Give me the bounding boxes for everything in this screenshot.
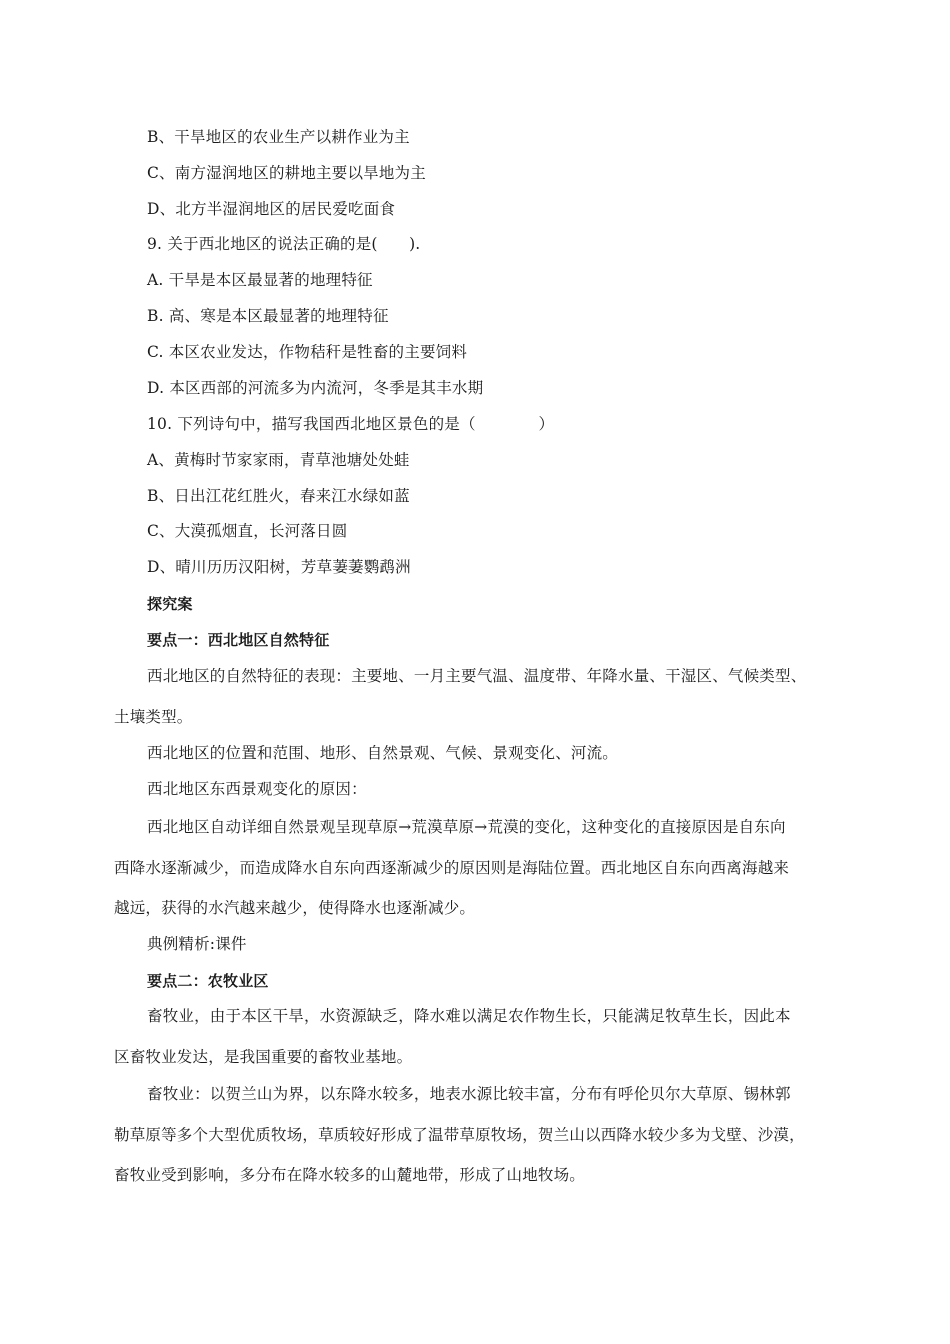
paragraph-landscape-change-3: 越远，获得的水汽越来越少，使得降水也逐渐减少。	[114, 899, 476, 917]
option-q9-b: B. 高、寒是本区最显著的地理特征	[147, 307, 389, 325]
option-q9-a: A. 干旱是本区最显著的地理特征	[147, 271, 373, 289]
section-heading-explore: 探究案	[147, 595, 193, 613]
paragraph-landscape-change-2: 西降水逐渐减少，而造成降水自东向西逐渐减少的原因则是海陆位置。西北地区自东向西离海越来	[114, 859, 790, 877]
paragraph-natural-features: 西北地区的自然特征的表现：主要地、一月主要气温、温度带、年降水量、干湿区、气候类型、	[147, 667, 807, 685]
paragraph-landscape-change: 西北地区自动详细自然景观呈现草原→荒漠草原→荒漠的变化，这种变化的直接原因是自东向	[147, 818, 786, 836]
paragraph-livestock: 畜牧业，由于本区干旱，水资源缺乏，降水难以满足农作物生长，只能满足牧草生长，因此本	[147, 1007, 791, 1025]
paragraph-helan-2: 勒草原等多个大型优质牧场，草质较好形成了温带草原牧场，贺兰山以西降水较少多为戈壁、沙漠，	[114, 1126, 805, 1144]
example-analysis: 典例精析:课件	[147, 935, 247, 953]
paragraph-livestock-2: 区畜牧业发达，是我国重要的畜牧业基地。	[114, 1048, 413, 1066]
question-10-stem: 10. 下列诗句中，描写我国西北地区景色的是（ ）	[147, 415, 555, 433]
point1-title: 要点一：西北地区自然特征	[147, 631, 330, 649]
option-q10-c: C、大漠孤烟直，长河落日圆	[147, 522, 348, 540]
paragraph-natural-features-cont: 土壤类型。	[114, 708, 193, 726]
point2-title: 要点二：农牧业区	[147, 972, 269, 990]
question-9-stem: 9. 关于西北地区的说法正确的是( ).	[147, 235, 421, 253]
option-q10-a: A、黄梅时节家家雨，青草池塘处处蛙	[147, 451, 410, 469]
option-q8-d: D、北方半湿润地区的居民爱吃面食	[147, 200, 396, 218]
paragraph-helan-3: 畜牧业受到影响，多分布在降水较多的山麓地带，形成了山地牧场。	[114, 1166, 586, 1184]
option-q9-d: D. 本区西部的河流多为内流河，冬季是其丰水期	[147, 379, 484, 397]
option-q10-d: D、晴川历历汉阳树，芳草萋萋鹦鹉洲	[147, 558, 411, 576]
option-q8-c: C、南方湿润地区的耕地主要以旱地为主	[147, 164, 426, 182]
option-q8-b: B、干旱地区的农业生产以耕作业为主	[147, 128, 410, 146]
option-q10-b: B、日出江花红胜火，春来江水绿如蓝	[147, 487, 410, 505]
paragraph-cause-title: 西北地区东西景观变化的原因：	[147, 780, 367, 798]
paragraph-location: 西北地区的位置和范围、地形、自然景观、气候、景观变化、河流。	[147, 744, 619, 762]
paragraph-helan: 畜牧业：以贺兰山为界，以东降水较多，地表水源比较丰富，分布有呼伦贝尔大草原、锡林郭	[147, 1085, 791, 1103]
option-q9-c: C. 本区农业发达，作物秸秆是牲畜的主要饲料	[147, 343, 468, 361]
